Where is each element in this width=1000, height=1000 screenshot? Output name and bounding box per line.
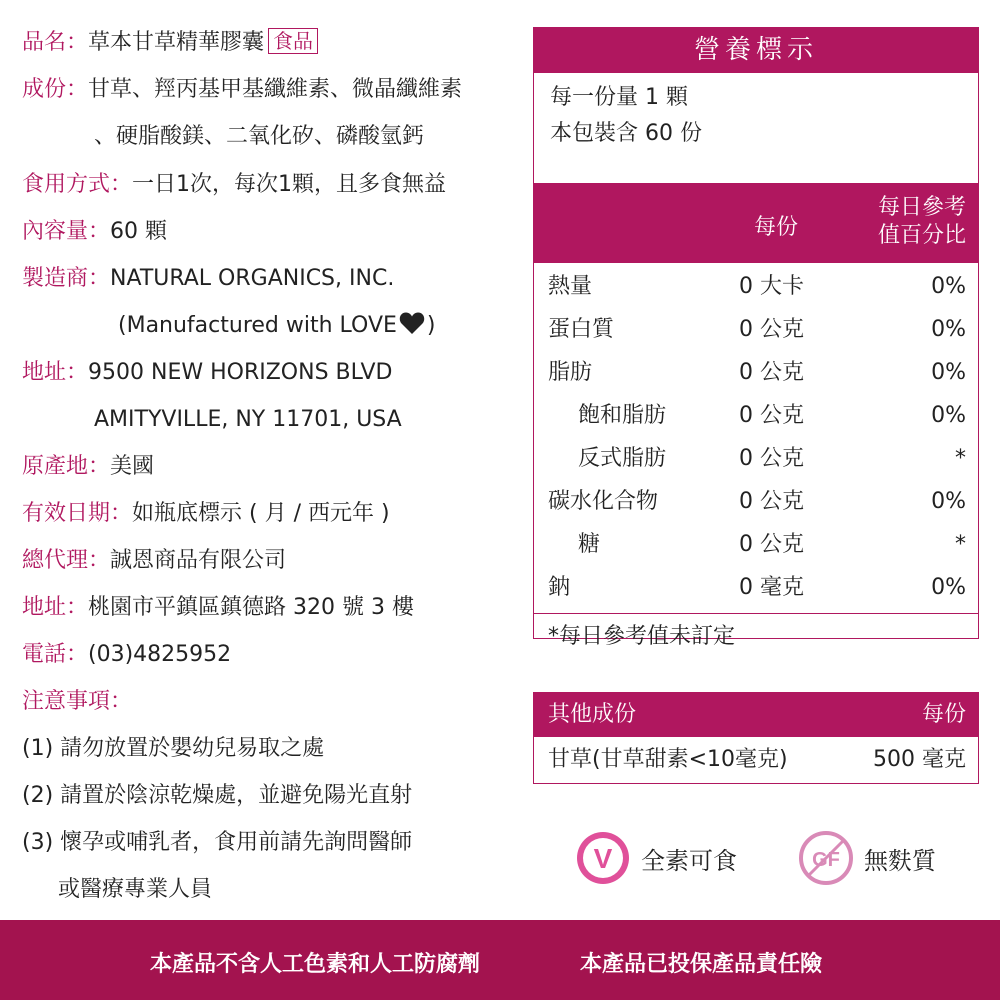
nutrition-row (534, 266, 978, 308)
nutrient-daily-value: * (955, 446, 966, 471)
notes-heading (22, 687, 132, 717)
content-line (22, 217, 167, 247)
daily-value-header-2: 值百分比 (877, 223, 966, 248)
per-serving-header: 每份 (753, 215, 798, 240)
nutrient-name: 飽和脂肪 (578, 403, 667, 428)
nutrition-table (533, 27, 979, 649)
nutrient-amount: 0 公克 (739, 489, 804, 514)
phone-label: 電話： (22, 642, 89, 667)
nutrition-row (534, 567, 978, 609)
vegan-badge (575, 830, 737, 886)
gluten-free-badge (798, 830, 936, 886)
address-us-label: 地址： (22, 360, 89, 385)
daily-value-header-1: 每日參考 (877, 195, 966, 220)
gluten-free-icon-letters: GF (812, 849, 840, 871)
vegan-icon-letter: V (593, 843, 613, 874)
nutrition-row (534, 438, 978, 480)
address-tw-value: 桃園市平鎮區鎮德路 320 號 3 樓 (88, 595, 414, 620)
expiry-value: 如瓶底標示 ( 月 / 西元年 ) (132, 501, 390, 526)
heart-icon (399, 311, 425, 335)
nutrient-amount: 0 公克 (739, 446, 804, 471)
address-us-value-2: AMITYVILLE, NY 11701, USA (94, 407, 402, 432)
nutrient-name: 碳水化合物 (548, 489, 659, 514)
origin-line (22, 452, 154, 482)
nutrient-daily-value: 0% (931, 403, 966, 428)
agent-label: 總代理： (22, 548, 111, 573)
address-us-line (22, 358, 392, 388)
note-item (22, 781, 412, 811)
manufacturer-line-2 (118, 311, 436, 341)
servings-per-pack: 本包裝含 60 份 (550, 121, 702, 146)
nutrient-daily-value: 0% (931, 317, 966, 342)
footer-insurance: 本產品已投保產品責任險 (580, 952, 823, 977)
origin-label: 原產地： (22, 454, 111, 479)
usage-line (22, 170, 446, 200)
notes-label: 注意事項： (22, 689, 133, 714)
product-name-label: 品名： (22, 30, 89, 55)
nutrition-title: 營養標示 (534, 28, 978, 73)
other-item-name: 甘草(甘草甜素<10毫克) (548, 747, 788, 772)
agent-line (22, 546, 286, 576)
footer-no-additives: 本產品不含人工色素和人工防腐劑 (150, 952, 481, 977)
nutrition-row (534, 309, 978, 351)
nutrient-daily-value: 0% (931, 360, 966, 385)
nutrient-name: 鈉 (548, 575, 571, 600)
usage-value: 一日1次，每次1顆，且多食無益 (132, 172, 447, 197)
ingredients-label: 成份： (22, 77, 89, 102)
expiry-line (22, 499, 390, 529)
vegan-icon (575, 830, 631, 886)
expiry-label: 有效日期： (22, 501, 133, 526)
origin-value: 美國 (110, 454, 155, 479)
note-item-continued (58, 875, 212, 905)
food-tag: 食品 (268, 28, 318, 54)
nutrition-footnote: *每日參考值未訂定 (548, 624, 736, 649)
nutrient-name: 糖 (578, 532, 601, 557)
content-label: 內容量： (22, 219, 111, 244)
nutrient-amount: 0 公克 (739, 317, 804, 342)
agent-value: 誠恩商品有限公司 (110, 548, 287, 573)
other-ingredients-row (534, 737, 978, 783)
manufacturer-label: 製造商： (22, 266, 111, 291)
other-per-serving: 每份 (921, 702, 966, 727)
usage-label: 食用方式： (22, 172, 133, 197)
nutrient-name: 熱量 (548, 274, 593, 299)
nutrient-amount: 0 公克 (739, 532, 804, 557)
manufacturer-value: NATURAL ORGANICS, INC. (110, 266, 395, 291)
note-item-2: (2) 請置於陰涼乾燥處，並避免陽光直射 (22, 783, 413, 808)
address-tw-label: 地址： (22, 595, 89, 620)
gluten-free-icon (798, 830, 854, 886)
other-item-amount: 500 毫克 (873, 747, 966, 772)
product-name-value: 草本甘草精華膠囊 (88, 30, 265, 55)
ingredients-line-2 (94, 122, 424, 152)
nutrition-row (534, 352, 978, 394)
nutrient-name: 反式脂肪 (578, 446, 667, 471)
nutrition-divider (534, 613, 978, 614)
vegan-label: 全素可食 (641, 846, 737, 875)
note-item-3-line-2: 或醫療專業人員 (58, 877, 213, 902)
nutrient-amount: 0 公克 (739, 403, 804, 428)
phone-line (22, 640, 231, 670)
address-tw-line (22, 593, 414, 623)
note-item (22, 734, 324, 764)
ingredients-value-1: 甘草、羥丙基甲基纖維素、微晶纖維素 (88, 77, 463, 102)
address-us-line-2 (94, 405, 402, 435)
manufactured-paren: ) (426, 313, 436, 338)
address-us-value-1: 9500 NEW HORIZONS BLVD (88, 360, 393, 385)
nutrient-daily-value: * (955, 532, 966, 557)
nutrient-amount: 0 大卡 (739, 274, 804, 299)
note-item (22, 828, 412, 858)
nutrition-header (534, 183, 978, 263)
nutrient-amount: 0 毫克 (739, 575, 804, 600)
nutrient-amount: 0 公克 (739, 360, 804, 385)
nutrition-row (534, 524, 978, 566)
product-name-line (22, 28, 318, 58)
nutrition-row (534, 395, 978, 437)
other-ingredients-title: 其他成份 (548, 702, 637, 727)
gluten-free-label: 無麩質 (864, 846, 936, 875)
note-item-1: (1) 請勿放置於嬰幼兒易取之處 (22, 736, 325, 761)
manufactured-with-love: (Manufactured with LOVE (118, 313, 397, 338)
ingredients-value-2: 、硬脂酸鎂、二氧化矽、磷酸氫鈣 (94, 124, 425, 149)
nutrient-name: 脂肪 (548, 360, 593, 385)
nutrient-daily-value: 0% (931, 575, 966, 600)
nutrient-daily-value: 0% (931, 274, 966, 299)
nutrition-row (534, 481, 978, 523)
content-value: 60 顆 (110, 219, 168, 244)
serving-size: 每一份量 1 顆 (550, 85, 688, 110)
footer-banner (0, 920, 1000, 1000)
nutrient-name: 蛋白質 (548, 317, 615, 342)
note-item-3: (3) 懷孕或哺乳者，食用前請先詢問醫師 (22, 830, 413, 855)
phone-value: (03)4825952 (88, 642, 232, 667)
daily-value-header (878, 194, 966, 250)
ingredients-line (22, 75, 462, 105)
manufacturer-line (22, 264, 394, 294)
nutrient-daily-value: 0% (931, 489, 966, 514)
other-ingredients-table (533, 692, 979, 784)
other-ingredients-header (534, 693, 978, 737)
